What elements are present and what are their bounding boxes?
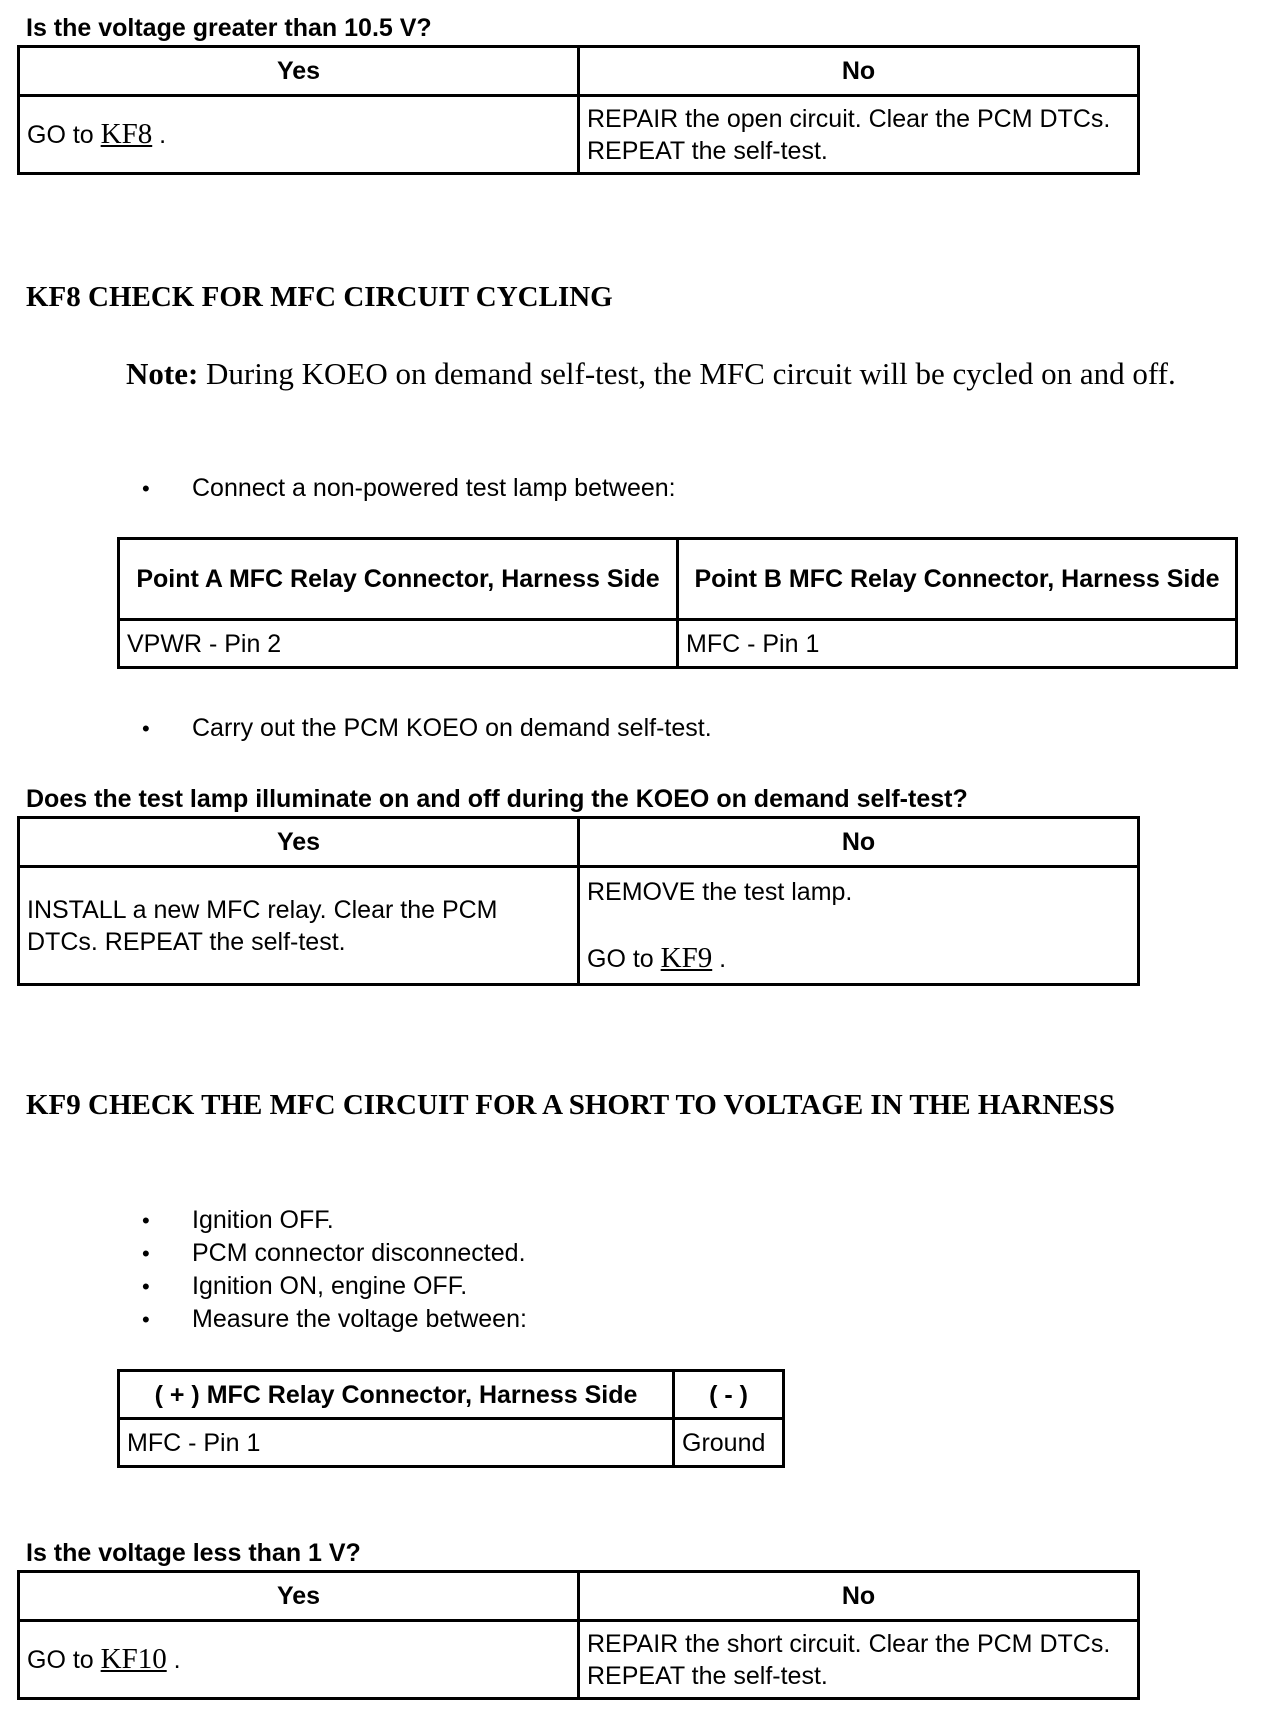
list-item: • Measure the voltage between: <box>142 1303 527 1336</box>
measure-table <box>117 1369 785 1468</box>
question-test-lamp: Does the test lamp illuminate on and off during the KOEO on demand self-test? <box>26 785 968 813</box>
list-item: • Ignition ON, engine OFF. <box>142 1270 527 1303</box>
heading-kf8: KF8 CHECK FOR MFC CIRCUIT CYCLING <box>26 281 613 313</box>
cell-yes <box>19 1621 579 1699</box>
goto-prefix: GO to <box>27 121 101 149</box>
header-no: No <box>579 47 1139 96</box>
header-point-b: Point B MFC Relay Connector, Harness Side <box>678 539 1237 620</box>
cell-no: REPAIR the short circuit. Clear the PCM DTCs. REPEAT the self-test. <box>579 1621 1139 1699</box>
list-item: • Ignition OFF. <box>142 1204 527 1237</box>
cell-point-a: VPWR - Pin 2 <box>119 620 678 668</box>
list-item: • Carry out the PCM KOEO on demand self-test. <box>142 712 712 745</box>
header-negative: ( - ) <box>674 1371 784 1419</box>
result-table-kf7 <box>17 45 1140 175</box>
bullet-list-kf8-before <box>142 472 676 505</box>
header-yes: Yes <box>19 818 579 867</box>
list-item: • PCM connector disconnected. <box>142 1237 527 1270</box>
goto-prefix: GO to <box>587 945 661 973</box>
header-yes: Yes <box>19 1572 579 1621</box>
note-label: Note: <box>126 356 199 391</box>
header-point-a: Point A MFC Relay Connector, Harness Side <box>119 539 678 620</box>
cell-yes: INSTALL a new MFC relay. Clear the PCM DTCs. REPEAT the self-test. <box>19 867 579 985</box>
header-no: No <box>579 818 1139 867</box>
question-voltage-less: Is the voltage less than 1 V? <box>26 1539 361 1567</box>
bullet-list-kf9 <box>142 1204 527 1336</box>
no-line-1: REMOVE the test lamp. <box>587 878 853 906</box>
link-kf8[interactable]: KF8 <box>100 118 153 150</box>
goto-suffix: . <box>152 121 167 149</box>
result-table-kf9 <box>17 1570 1140 1700</box>
cell-positive: MFC - Pin 1 <box>119 1419 674 1467</box>
cell-yes <box>19 96 579 174</box>
cell-negative: Ground <box>674 1419 784 1467</box>
link-kf10[interactable]: KF10 <box>100 1643 167 1675</box>
note-text: During KOEO on demand self-test, the MFC circuit will be cycled on and off. <box>198 356 1176 391</box>
question-voltage-greater: Is the voltage greater than 10.5 V? <box>26 14 432 42</box>
note-kf8 <box>126 355 1216 393</box>
cell-no: REPAIR the open circuit. Clear the PCM DTCs. REPEAT the self-test. <box>579 96 1139 174</box>
goto-suffix: . <box>166 1646 181 1674</box>
points-table <box>117 537 1238 669</box>
header-no: No <box>579 1572 1139 1621</box>
goto-suffix: . <box>712 945 727 973</box>
link-kf9[interactable]: KF9 <box>660 942 713 974</box>
cell-no <box>579 867 1139 985</box>
header-positive: ( + ) MFC Relay Connector, Harness Side <box>119 1371 674 1419</box>
goto-prefix: GO to <box>27 1646 101 1674</box>
cell-point-b: MFC - Pin 1 <box>678 620 1237 668</box>
result-table-kf8 <box>17 816 1140 986</box>
header-yes: Yes <box>19 47 579 96</box>
heading-kf9: KF9 CHECK THE MFC CIRCUIT FOR A SHORT TO VOLTAGE IN THE HARNESS <box>26 1089 1115 1121</box>
bullet-list-kf8-after <box>142 712 712 745</box>
no-line-2 <box>587 908 1130 975</box>
list-item: • Connect a non-powered test lamp between: <box>142 472 676 505</box>
